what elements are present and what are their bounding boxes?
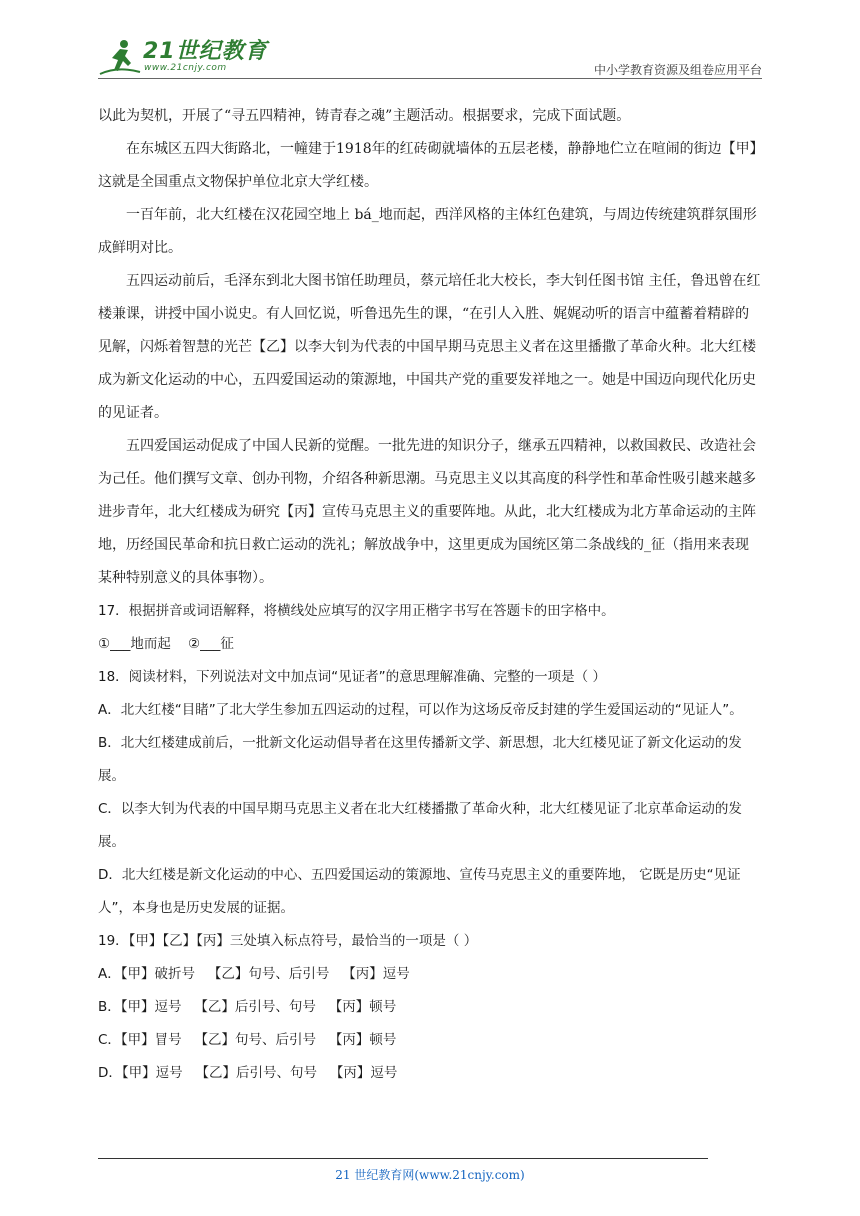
question-19: 19．【甲】【乙】【丙】三处填入标点符号，最恰当的一项是（ ） (98, 933, 478, 949)
logo-url: www.21cnjy.com (144, 63, 227, 73)
question-17: 17．根据拼音或词语解释，将横线处应填写的汉字用正楷字书写在答题卡的田字格中。 (98, 603, 615, 619)
question-17-blanks: ①___地而起 ②___征 (98, 636, 234, 652)
question-18: 18．阅读材料，下列说法对文中加点词“见证者”的意思理解准确、完整的一项是（ ） (98, 669, 606, 685)
logo (98, 36, 268, 80)
logo-text: 21世纪教育 (143, 39, 268, 64)
option-18-c: C．以李大钊为代表的中国早期马克思主义者在北大红楼播撒了革命火种，北大红楼见证了北京革命运动的发展。 (98, 801, 742, 850)
paragraph: 一百年前，北大红楼在汉花园空地上 bá_地而起，西洋风格的主体红色建筑，与周边传统建筑群氛围形成鲜明对比。 (98, 207, 757, 256)
header-divider (98, 78, 762, 79)
document-body (98, 100, 762, 1090)
page-footer[interactable]: 21 世纪教育网(www.21cnjy.com) (335, 1168, 525, 1182)
page-header (98, 30, 762, 80)
option-19-a: A．【甲】破折号 【乙】句号、后引号 【丙】逗号 (98, 966, 410, 982)
paragraph-intro: 以此为契机，开展了“寻五四精神，铸青春之魂”主题活动。根据要求，完成下面试题。 (98, 108, 631, 124)
option-18-d: D．北大红楼是新文化运动的中心、五四爱国运动的策源地、宣传马克思主义的重要阵地， 它既是历史“见证人”，本身也是历史发展的证据。 (98, 867, 741, 916)
runner-logo-icon (98, 36, 142, 80)
option-19-c: C．【甲】冒号 【乙】句号、后引号 【丙】顿号 (98, 1032, 397, 1048)
paragraph: 五四运动前后，毛泽东到北大图书馆任助理员，蔡元培任北大校长，李大钊任图书馆 主任，鲁迅曾在红楼兼课，讲授中国小说史。有人回忆说，听鲁迅先生的课，“在引人入胜、娓娓动听的语言中蕴蓄着精辟的见解，闪烁着智慧的光芒【乙】以李大钊为代表的中国早期马克思主义者在这里播撒了革命火种。北大红楼成为新文化运动的中心，五四爱国运动的策源地，中国共产党的重要发祥地之一。她是中国迈向现代化历史的见证者。 (98, 273, 761, 421)
option-19-b: B．【甲】逗号 【乙】后引号、句号 【丙】顿号 (98, 999, 397, 1015)
platform-title: 中小学教育资源及组卷应用平台 (593, 63, 762, 77)
option-19-d: D．【甲】逗号 【乙】后引号、句号 【丙】逗号 (98, 1065, 398, 1081)
option-18-b: B．北大红楼建成前后，一批新文化运动倡导者在这里传播新文学、新思想，北大红楼见证了新文化运动的发展。 (98, 735, 742, 784)
footer-divider (98, 1158, 708, 1159)
paragraph: 五四爱国运动促成了中国人民新的觉醒。一批先进的知识分子，继承五四精神，以救国救民、改造社会为己任。他们撰写文章、创办刊物，介绍各种新思潮。马克思主义以其高度的科学性和革命性吸引越来越多进步青年，北大红楼成为研究【丙】宣传马克思主义的重要阵地。从此，北大红楼成为北方革命运动的主阵地，历经国民革命和抗日救亡运动的洗礼；解放战争中，这里更成为国统区第二条战线的_征（指用来表现某种特别意义的具体事物）。 (98, 438, 756, 586)
option-18-a: A．北大红楼“目睹”了北大学生参加五四运动的过程，可以作为这场反帝反封建的学生爱国运动的“见证人”。 (98, 702, 743, 718)
paragraph: 在东城区五四大街路北，一幢建于1918年的红砖砌就墙体的五层老楼，静静地伫立在喧闹的街边【甲】这就是全国重点文物保护单位北京大学红楼。 (98, 141, 757, 190)
